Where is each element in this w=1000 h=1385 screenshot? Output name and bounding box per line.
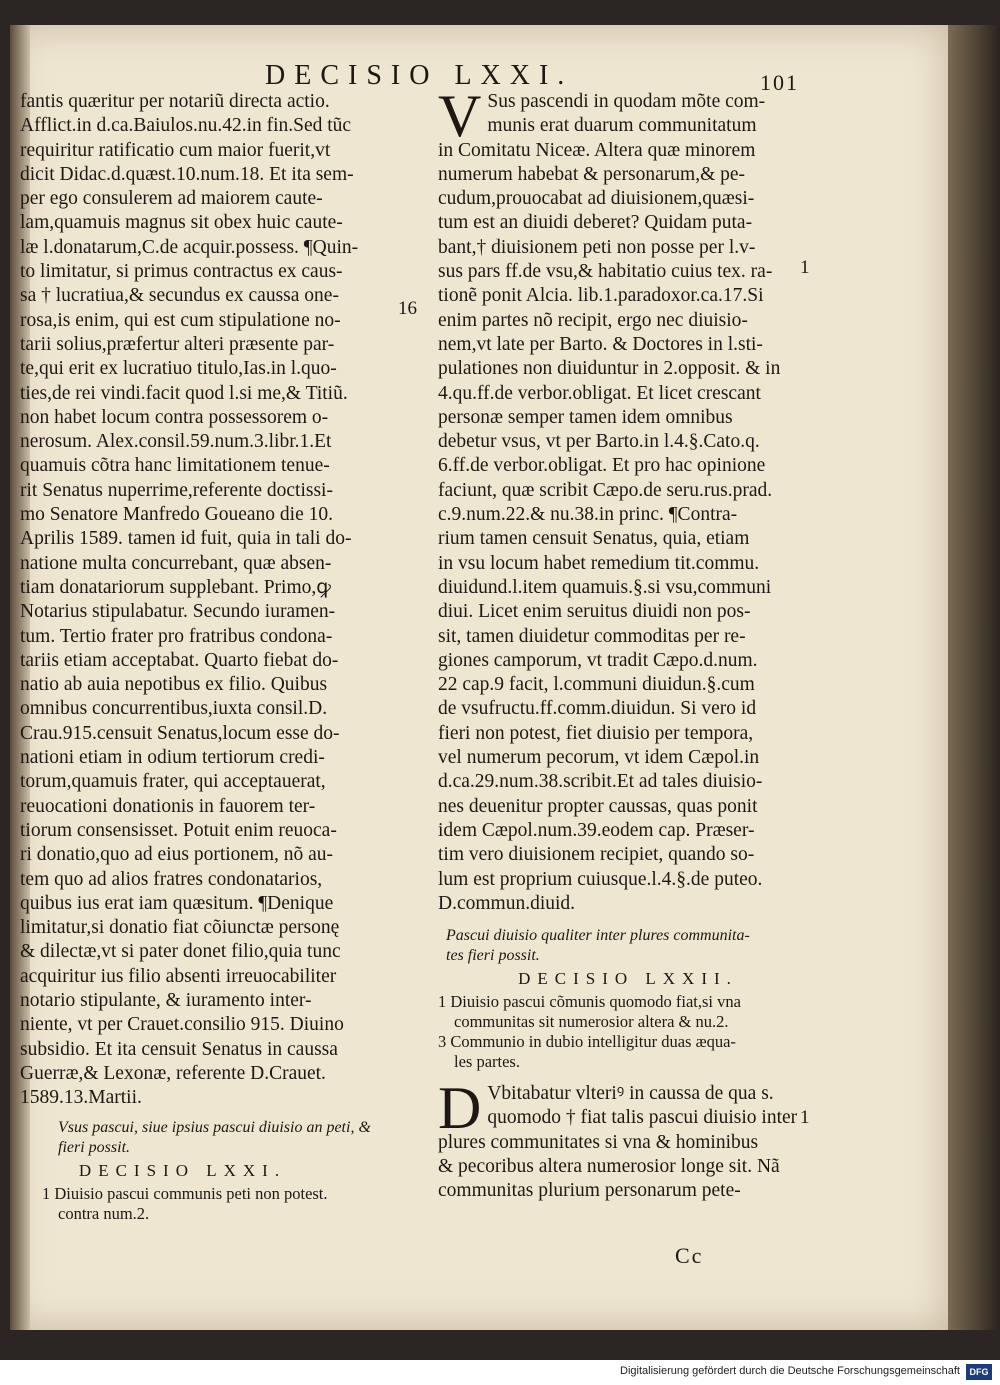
text-line: & dilectæ,vt si pater donet filio,quia tunc xyxy=(20,941,341,963)
text-line: Afflict.in d.ca.Baiulos.nu.42.in fin.Sed tũc xyxy=(20,115,352,137)
text-line: rit Senatus nuperrime,referente doctissi- xyxy=(20,479,333,501)
folio-number: 101 xyxy=(760,70,799,95)
running-head: DECISIO LXXI. xyxy=(265,60,574,91)
text-line: munis erat duarum communitatum xyxy=(487,115,757,137)
text-line: Vbitabatur vlteriꝰ in caussa de qua s. xyxy=(487,1083,774,1105)
caption-line: Pascui diuisio qualiter inter plures communita- xyxy=(446,927,750,945)
caption-line: tes fieri possit. xyxy=(446,947,540,965)
text-line: c.9.num.22.& nu.38.in princ. ¶Contra- xyxy=(438,504,738,526)
margin-number-right: 1 xyxy=(800,1107,810,1128)
summary-line: les partes. xyxy=(454,1052,520,1072)
text-line: natione multa concurrebant, quæ absen- xyxy=(20,552,332,574)
summary-line: communitas sit numerosior altera & nu.2. xyxy=(454,1012,729,1032)
text-line: sit, tamen diuidetur commoditas per re- xyxy=(438,625,746,647)
text-line: D.commun.diuid. xyxy=(438,892,576,914)
left-column xyxy=(20,90,405,1224)
left-text-lines xyxy=(20,90,405,1110)
text-line: enim partes nõ recipit, ergo nec diuisio- xyxy=(438,309,748,331)
text-line: acquiritur ius filio absenti irreuocabiliter xyxy=(20,965,337,987)
text-line: numerum habebat & personarum,& pe- xyxy=(438,163,746,185)
text-line: in vsu locum habet remedium tit.commu. xyxy=(438,552,760,574)
text-line: per ego consulerem ad maiorem caute- xyxy=(20,188,323,210)
text-line: de vsufructu.ff.comm.diuidun. Si vero id xyxy=(438,698,757,720)
text-line: 6.ff.de verbor.obligat. Et pro hac opinione xyxy=(438,455,766,477)
summary-line: 1 Diuisio pascui cõmunis quomodo fiat,si vna xyxy=(438,992,741,1012)
text-line: 1589.13.Martii. xyxy=(20,1087,142,1109)
summary-line: 1 Diuisio pascui communis peti non potest. xyxy=(42,1184,328,1204)
text-line: & pecoribus altera numerosior longe sit. Nã xyxy=(438,1155,780,1177)
text-line: quamuis cõtra hanc limitationem tenue- xyxy=(20,455,330,477)
text-line: limitatur,si donatio fiat cõiunctæ personę xyxy=(20,917,340,939)
left-caption xyxy=(20,1118,405,1158)
dropcap-d: D xyxy=(438,1075,482,1142)
text-line: nerosum. Alex.consil.59.num.3.libr.1.Et xyxy=(20,431,332,453)
text-line: nem,vt late per Barto. & Doctores in l.sti- xyxy=(438,333,763,355)
text-line: natio ab auia nepotibus ex filio. Quibus xyxy=(20,674,328,696)
text-line: debetur vsus, vt per Barto.in l.4.§.Cato.q. xyxy=(438,431,760,453)
footer-credit: Digitalisierung gefördert durch die Deutsche Forschungsgemeinschaft xyxy=(620,1365,960,1377)
text-line: lam,quamuis magnus sit obex huic caute- xyxy=(20,212,343,234)
text-line: torum,quamuis frater, qui acceptauerat, xyxy=(20,771,326,793)
text-line: diui. Licet enim seruitus diuidi non pos- xyxy=(438,601,751,623)
text-line: Sus pascendi in quodam mõte com- xyxy=(487,91,766,112)
text-line: Guerræ,& Lexonæ, referente D.Crauet. xyxy=(20,1062,326,1084)
text-line: fieri non potest, fiet diuisio per tempora, xyxy=(438,722,754,744)
right-text-lines-2 xyxy=(438,1075,818,1203)
text-line: d.ca.29.num.38.scribit.Et ad tales diuisio- xyxy=(438,771,763,793)
text-line: 22 cap.9 facit, l.communi diuidun.§.cum xyxy=(438,674,755,696)
text-line: faciunt, quæ scribit Cæpo.de seru.rus.prad. xyxy=(438,479,773,501)
text-line: quibus ius erat iam quæsitum. ¶Denique xyxy=(20,892,334,914)
right-second-paragraph xyxy=(438,1075,818,1203)
text-line: sa † lucratiua,& secundus ex caussa one- xyxy=(20,285,339,307)
text-line: lum est proprium cuiusque.l.4.§.de puteo. xyxy=(438,868,763,890)
text-line: Aprilis 1589. tamen id fuit, quia in tali do- xyxy=(20,528,352,550)
right-text-lines xyxy=(438,83,818,916)
summary-line: 3 Communio in dubio intelligitur duas æqua- xyxy=(438,1032,736,1052)
left-sub-heading: DECISIO LXXI. xyxy=(78,1161,287,1181)
text-line: tim vero diuisionem recipiet, quando so- xyxy=(438,844,755,866)
text-line: 4.qu.ff.de verbor.obligat. Et licet crescant xyxy=(438,382,761,404)
footer-bar xyxy=(0,1360,1000,1385)
caption-line: fieri possit. xyxy=(58,1139,131,1157)
text-line: cudum,prouocabat ad diuisionem,quæsi- xyxy=(438,188,755,210)
text-line: te,qui erit ex lucratiuo titulo,Ias.in l.quo- xyxy=(20,358,337,380)
text-line: rium tamen censuit Senatus, quia, etiam xyxy=(438,528,750,550)
text-line: pulationes non diuiduntur in 2.opposit. & in xyxy=(438,358,781,380)
right-column xyxy=(438,83,818,1204)
caption-line: Vsus pascui, siue ipsius pascui diuisio an peti, & xyxy=(58,1119,371,1137)
text-line: communitas plurium personarum pete- xyxy=(438,1180,741,1202)
text-line: tarii solius,præfertur alteri præsente par- xyxy=(20,333,335,355)
text-line: reuocationi donationis in fauorem ter- xyxy=(20,795,316,817)
scan-shadow xyxy=(948,25,1000,1330)
text-line: omnibus concurrentibus,iuxta consil.D. xyxy=(20,698,328,720)
text-line: ties,de rei vindi.facit quod l.si me,& Titiũ. xyxy=(20,382,348,404)
right-opening xyxy=(438,83,818,916)
text-line: tariis etiam acceptabat. Quarto fiebat do- xyxy=(20,649,339,671)
text-line: to limitatur, si primus contractus ex caus- xyxy=(20,261,343,283)
right-sub-heading: DECISIO LXXII. xyxy=(518,969,738,989)
right-caption xyxy=(438,926,818,966)
text-line: diuidund.l.item quamuis.§.si vsu,communi xyxy=(438,576,772,598)
text-line: idem Cæpol.num.39.eodem cap. Præser- xyxy=(438,819,755,841)
text-line: tionẽ ponit Alcia. lib.1.paradoxor.ca.17.Si xyxy=(438,285,764,307)
summary-line: contra num.2. xyxy=(58,1204,150,1224)
margin-number-left: 16 xyxy=(398,298,417,319)
text-line: tum est an diuidi deberet? Quidam puta- xyxy=(438,212,753,234)
text-line: non habet locum contra possessorem o- xyxy=(20,406,329,428)
text-line: niente, vt per Crauet.consilio 915. Diuino xyxy=(20,1014,344,1036)
text-line: tiam donatariorum supplebant. Primo,ꝙ xyxy=(20,576,331,598)
text-line: bant,† diuisionem peti non posse per l.v- xyxy=(438,236,756,258)
dfg-logo: DFG xyxy=(966,1364,992,1380)
text-line: tem quo ad alios fratres condonatarios, xyxy=(20,868,323,890)
text-line: læ l.donatarum,C.de acquir.possess. ¶Quin- xyxy=(20,236,359,258)
margin-number-right: 1 xyxy=(800,257,810,278)
right-summary xyxy=(438,992,818,1072)
catchword: Cc xyxy=(675,1243,704,1268)
text-line: quomodo † fiat talis pascui diuisio inter xyxy=(487,1107,798,1129)
text-line: rosa,is enim, qui est cum stipulatione no- xyxy=(20,309,341,331)
text-line: tum. Tertio frater pro fratribus condona- xyxy=(20,625,333,647)
text-line: mo Senatore Manfredo Goueano die 10. xyxy=(20,504,333,526)
text-line: notario stipulante, & iuramento inter- xyxy=(20,989,312,1011)
text-line: Notarius stipulabatur. Secundo iuramen- xyxy=(20,601,336,623)
left-summary xyxy=(20,1184,405,1224)
text-line: subsidio. Et ita censuit Senatus in caussa xyxy=(20,1038,338,1060)
text-line: sus pars ff.de vsu,& habitatio cuius tex. ra- xyxy=(438,261,773,283)
book-page xyxy=(10,25,948,1330)
text-line: vel numerum pecorum, vt idem Cæpol.in xyxy=(438,747,760,769)
dropcap-v: V xyxy=(438,83,482,149)
text-line: in Comitatu Niceæ. Altera quæ minorem xyxy=(438,139,756,161)
text-line: tiorum consensisset. Potuit enim reuoca- xyxy=(20,819,337,841)
text-line: nationi etiam in odium tertiorum credi- xyxy=(20,747,325,769)
text-line: dicit Didac.d.quæst.10.num.18. Et ita sem- xyxy=(20,163,354,185)
text-line: ri donatio,quo ad eius portionem, nõ au- xyxy=(20,844,334,866)
text-line: personæ semper tamen idem omnibus xyxy=(438,406,733,428)
text-line: fantis quæritur per notariũ directa actio. xyxy=(20,91,330,112)
text-line: plures communitates si vna & hominibus xyxy=(438,1131,759,1153)
text-line: Crau.915.censuit Senatus,locum esse do- xyxy=(20,722,340,744)
text-line: giones camporum, vt tradit Cæpo.d.num. xyxy=(438,649,758,671)
text-line: requiritur ratificatio cum maior fuerit,vt xyxy=(20,139,331,161)
text-line: nes deuenitur propter caussas, quas ponit xyxy=(438,795,758,817)
